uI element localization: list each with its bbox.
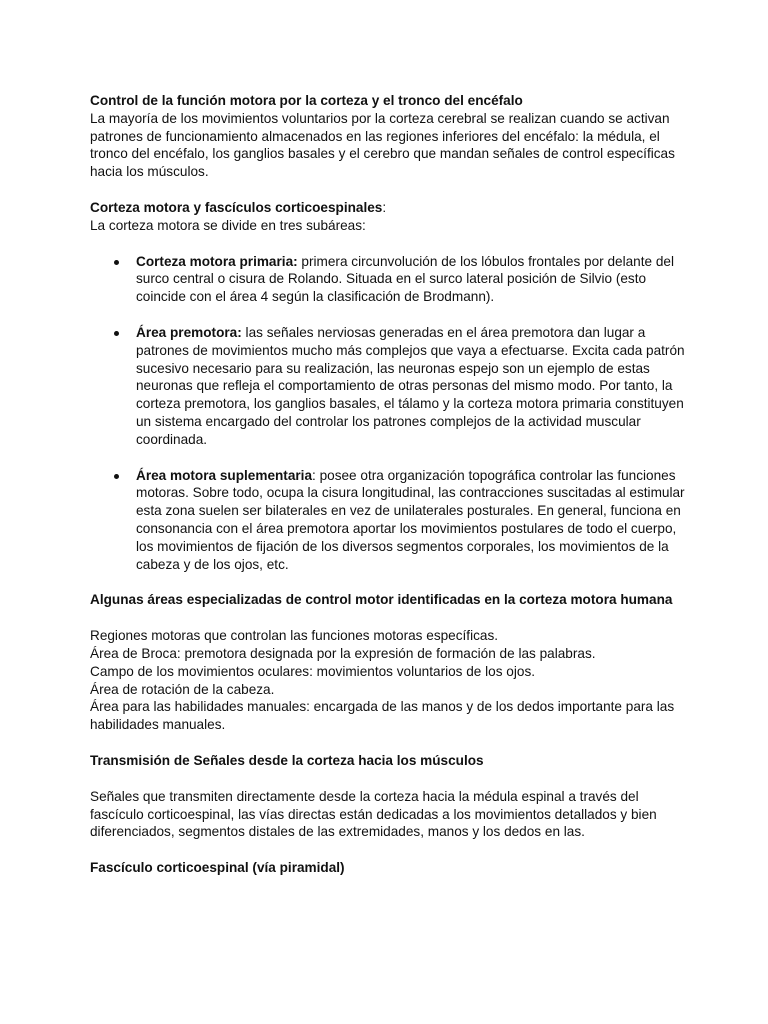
areas-especializadas-lines: [90, 627, 690, 734]
spacer: [90, 734, 690, 752]
list-item-text: las señales nerviosas generadas en el área premotora dan lugar a patrones de movimientos mucho más complejos que vaya a efectuarse. Excita cada patrón sucesivo necesario para su realización, las neuronas espejo son un ejemplo de estas neuronas que refleja el comportamiento de otras personas del mismo modo. Por tanto, la corteza premotora, los ganglios basales, el tálamo y la corteza motora primaria constituyen un sistema encargado del controlar los patrones complejos de la actividad muscular coordinada.: [136, 324, 685, 447]
paragraph-senales-corticoespinal: Señales que transmiten directamente desde la corteza hacia la médula espinal a través del fascículo corticoespinal, las vías directas están dedicadas a los movimientos detallados y bien diferenciados, segmentos distales de las extremidades, manos y los dedos en las.: [90, 788, 657, 840]
list-item-term: Área premotora:: [136, 324, 242, 340]
subareas-list: [90, 253, 690, 574]
bullet-icon: [114, 474, 119, 479]
section-heading-fasciculo-corticoespinal: Fascículo corticoespinal (vía piramidal): [90, 860, 345, 876]
paragraph-subareas-intro: La corteza motora se divide en tres subáreas:: [90, 217, 366, 233]
spacer: [90, 235, 690, 253]
document-page: [90, 92, 690, 877]
section-heading-transmision-senales: Transmisión de Señales desde la corteza hacia los músculos: [90, 752, 484, 768]
text-line-movimientos-oculares: Campo de los movimientos oculares: movimientos voluntarios de los ojos.: [90, 663, 536, 679]
spacer: [90, 841, 690, 859]
bullet-icon: [114, 260, 119, 265]
text-line-regiones-motoras: Regiones motoras que controlan las funciones motoras específicas.: [90, 628, 499, 644]
text-line-area-broca: Área de Broca: premotora designada por la expresión de formación de las palabras.: [90, 645, 596, 661]
spacer: [90, 770, 690, 788]
section-heading-control-funcion-motora: Control de la función motora por la corteza y el tronco del encéfalo: [90, 93, 523, 108]
spacer: [90, 609, 690, 627]
list-item-text: : posee otra organización topográfica controlar las funciones motoras. Sobre todo, ocupa la cisura longitudinal, las contracciones suscitadas al estimular esta zona suelen ser bilaterales en vez de unilaterales posturales. En general, funciona en consonancia con el área premotora aportar los movimientos postulares de todo el cuerpo, los movimientos de fijación de los diversos segmentos corporales, los movimientos de la cabeza y de los ojos, etc.: [136, 467, 685, 572]
list-item-corteza-motora-primaria: [90, 253, 690, 306]
list-item-term: Área motora suplementaria: [136, 467, 313, 483]
paragraph-movimientos-voluntarios: La mayoría de los movimientos voluntarios por la corteza cerebral se realizan cuando se activan patrones de funcionamiento almacenados en las regiones inferiores del encéfalo: la médula, el tronco del encéfalo, los ganglios basales y el cerebro que mandan señales de control específicas hacia los músculos.: [90, 110, 675, 180]
list-item-area-premotora: [90, 324, 690, 449]
spacer: [90, 181, 690, 199]
list-item-term: Corteza motora primaria:: [136, 253, 298, 269]
section-heading-line-corteza-motora: [90, 199, 690, 217]
list-item-text: primera circunvolución de los lóbulos frontales por delante del surco central o cisura de Rolando. Situada en el surco lateral posición de Silvio (esto coincide con el área 4 según la clasificación de Brodmann).: [136, 253, 674, 305]
heading-colon: :: [382, 199, 387, 215]
list-item-area-motora-suplementaria: [90, 467, 690, 574]
text-line-habilidades-manuales: Área para las habilidades manuales: encargada de las manos y de los dedos importante para las habilidades manuales.: [90, 699, 675, 733]
section-heading-areas-especializadas: Algunas áreas especializadas de control motor identificadas en la corteza motora humana: [90, 592, 673, 608]
text-line-rotacion-cabeza: Área de rotación de la cabeza.: [90, 681, 275, 697]
spacer: [90, 573, 690, 591]
bullet-icon: [114, 331, 119, 336]
section-heading-corteza-motora: Corteza motora y fascículos corticoespinales: [90, 199, 383, 215]
